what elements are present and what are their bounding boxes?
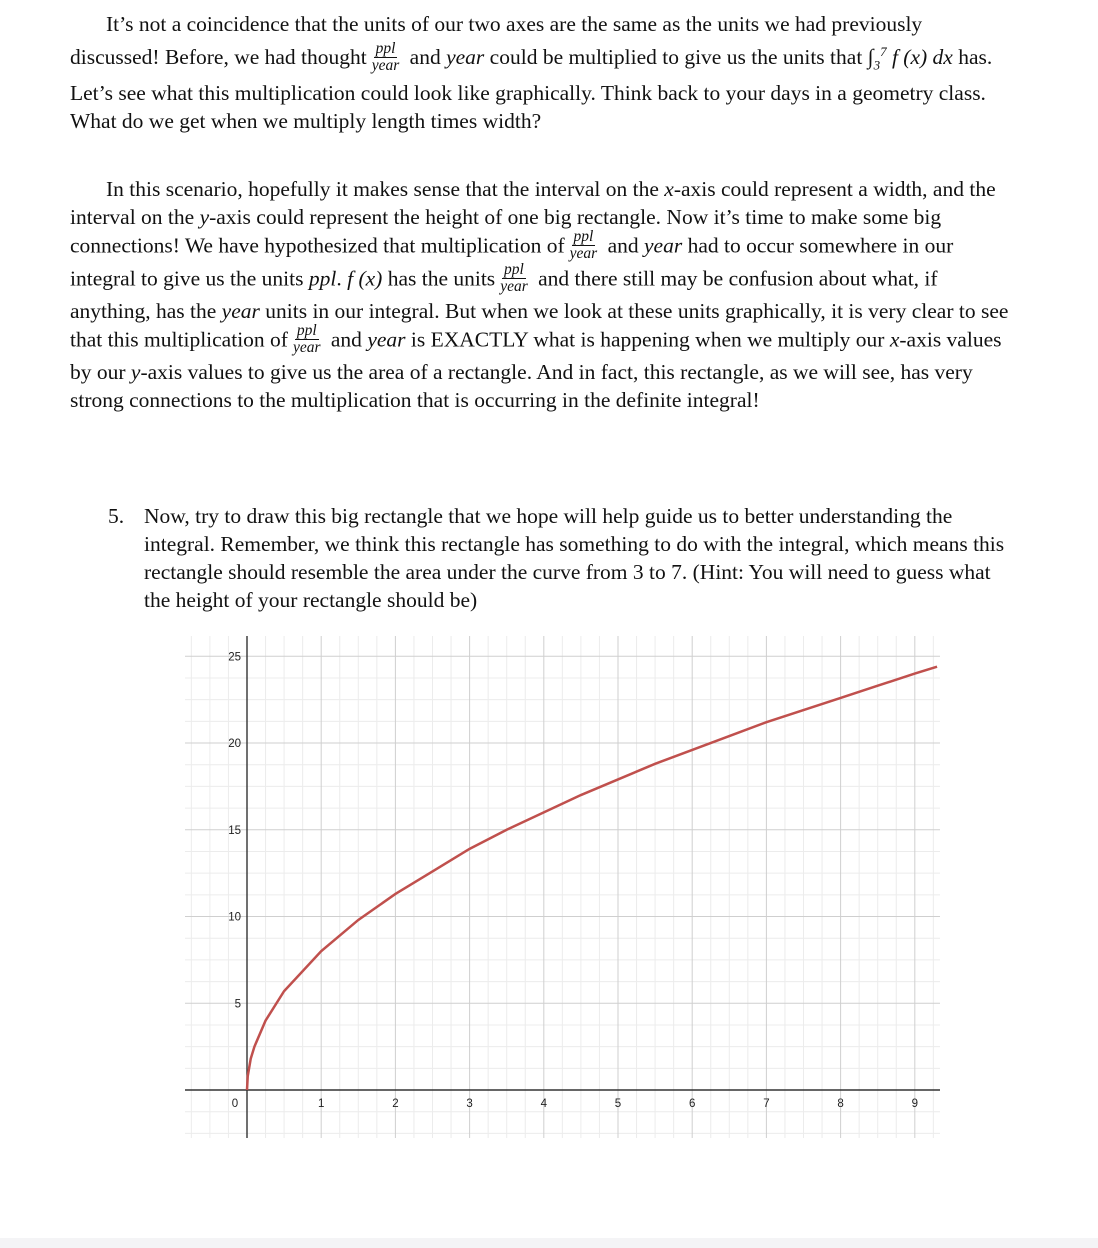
question-text: Now, try to draw this big rectangle that we hope will help guide us to better understanding the integral. Remember, we think this rectangle has something to do with the integral, which means this rectangle should resemble the area under the curve from 3 to 7. (Hint: You will need to guess what the height of your rectangle should be): [144, 504, 1005, 612]
frac-denominator: year: [569, 245, 598, 262]
x-tick-label: 0: [231, 1098, 239, 1110]
integral-sign: ∫: [867, 45, 874, 70]
question-number: 5.: [108, 504, 125, 528]
p2-text-10: has the units: [387, 266, 496, 291]
p1-text-2: and: [409, 45, 441, 70]
p2-text-4: and: [607, 233, 639, 258]
frac-numerator: ppl: [504, 261, 524, 278]
y-tick-label: 15: [228, 824, 241, 837]
x-tick-label: 7: [763, 1098, 770, 1110]
p2-text-3: -axis could represent the height of one big rectangle. Now it’s time to make some big connections! We have hypothesized that multiplication of: [70, 205, 942, 258]
x-tick-label: 1: [317, 1098, 325, 1110]
grid-minor: [185, 636, 940, 1138]
p2-year: year: [643, 233, 683, 258]
frac-numerator: ppl: [573, 228, 594, 245]
y-tick-label: 10: [228, 911, 241, 924]
p1-text-1: It’s not a coincidence that the units of our two axes are the same as the units we had previously discussed! Before, we had thought: [70, 12, 923, 70]
x-tick-label: 8: [837, 1098, 844, 1110]
p2-text-1: In this scenario, hopefully it makes sense that the interval on the: [106, 177, 659, 201]
x-tick-label: 2: [392, 1098, 399, 1110]
integral-upper: 7: [880, 44, 887, 59]
x-tick-label: 9: [911, 1098, 919, 1110]
p2-text-14: and: [330, 327, 362, 352]
p1-text-5: has. Let’s see what this multiplication could look like graphically. Think back to your days in a geometry class. What do we get when we multiply length times width?: [70, 45, 993, 134]
p2-text-16: is EXACTLY what is happening when we multiply our: [410, 327, 885, 352]
x-tick-label: 4: [540, 1098, 548, 1110]
p2-text-11: and there still may be confusion about what, if anything, has the: [70, 266, 938, 323]
p2-x: x: [664, 177, 674, 201]
frac-numerator: ppl: [296, 322, 317, 339]
p2-y-2: y: [130, 360, 141, 384]
p2-year-3: year: [367, 327, 406, 352]
y-tick-label: 20: [228, 738, 241, 750]
x-tick-label: 5: [614, 1098, 622, 1110]
p1-year: year: [446, 45, 485, 70]
p2-text-6: had to occur somewhere in our integral to give us the units: [70, 233, 954, 291]
p2-text-18: -axis values by our: [70, 327, 1002, 384]
y-tick-label: 25: [228, 651, 241, 664]
p2-text-20: -axis values to give us the area of a rectangle. And in fact, this rectangle, as we will see, has very strong connections to the multiplication that is occurring in the definite integral!: [70, 360, 973, 412]
p2-fx: f (x): [347, 266, 383, 291]
frac-denominator: year: [500, 278, 528, 295]
integrand: f (x) dx: [891, 45, 953, 70]
frac-denominator: year: [292, 339, 321, 356]
p2-period: .: [336, 266, 342, 291]
p2-x-2: x: [889, 327, 900, 352]
p2-text-2: -axis could represent a width, and the interval on the: [70, 177, 996, 229]
x-tick-label: 6: [688, 1098, 696, 1110]
x-tick-label: 3: [466, 1098, 473, 1110]
page-bottom-edge: [0, 1238, 1098, 1248]
integral-lower: 3: [873, 57, 881, 73]
p2-year-2: year: [221, 299, 260, 323]
curve-f-of-x: [247, 667, 937, 1090]
frac-denominator: year: [371, 56, 400, 74]
tick-labels: [228, 651, 918, 1110]
p1-text-4: could be multiplied to give us the units that: [489, 45, 863, 70]
frac-numerator: ppl: [375, 39, 396, 57]
p2-text-13: units in our integral. But when we look at these units graphically, it is very clear to see that this multiplication of: [70, 299, 1009, 352]
p2-y: y: [199, 205, 210, 229]
y-tick-label: 5: [234, 998, 241, 1011]
p2-ppl: ppl: [308, 266, 337, 291]
